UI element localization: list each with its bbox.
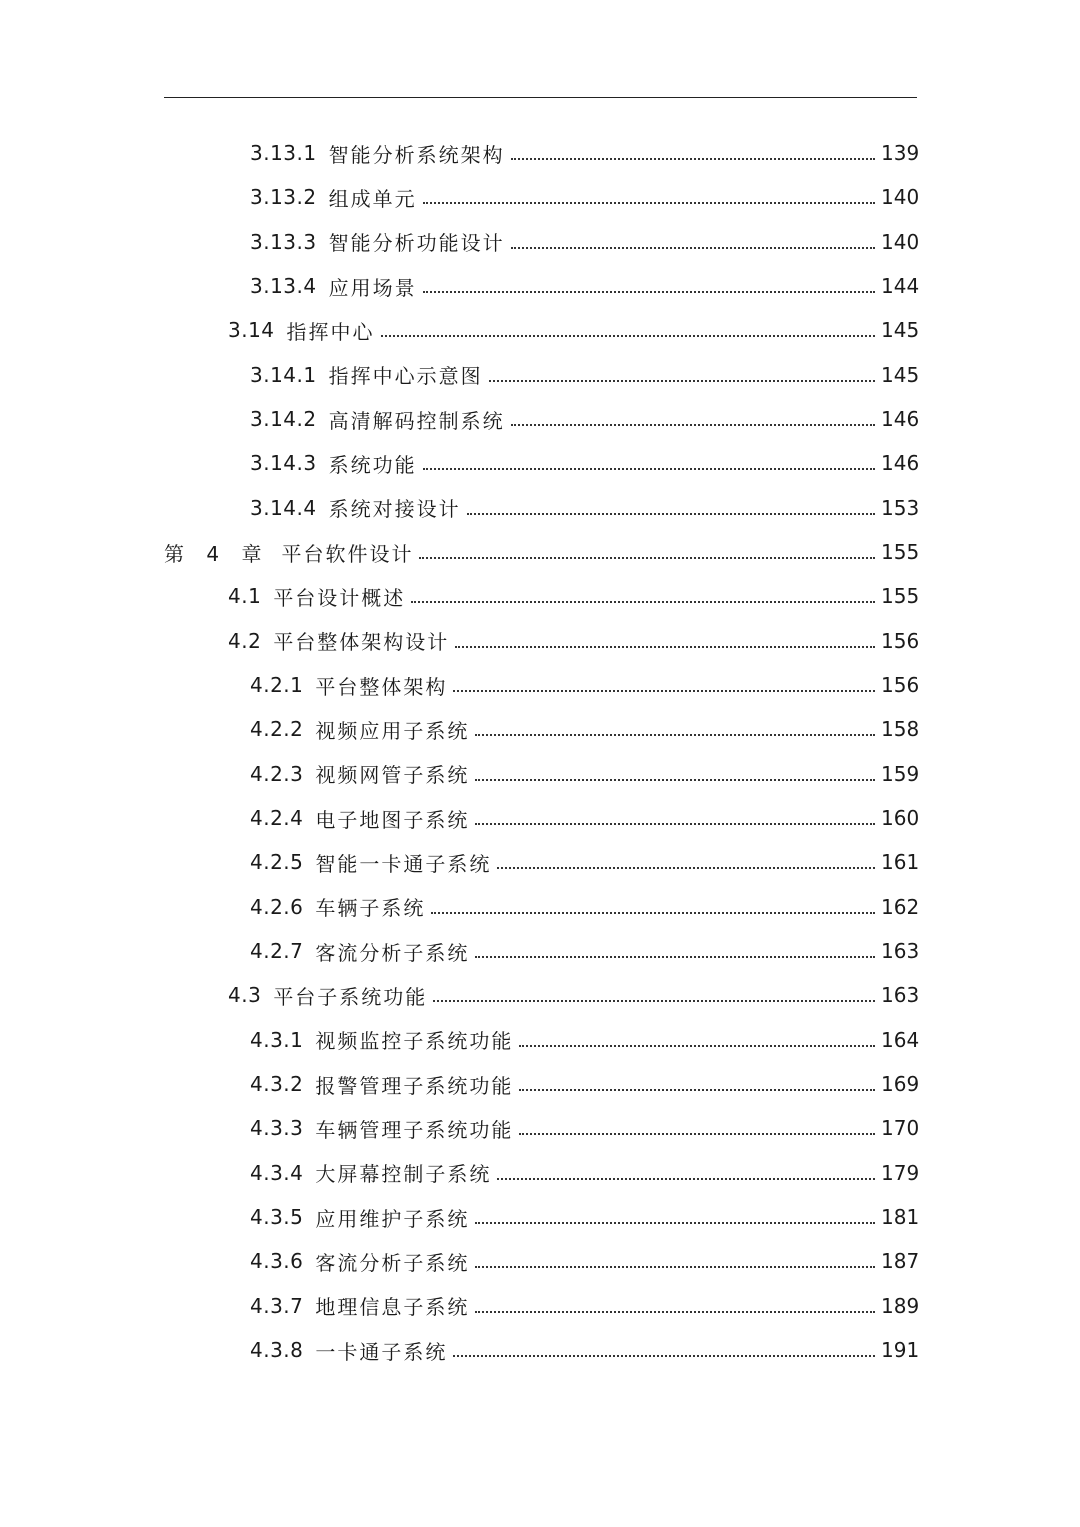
toc-entry[interactable] [0,663,1080,707]
toc-dot-leader [511,158,875,160]
toc-dot-leader [519,1133,875,1135]
toc-entry[interactable] [0,353,1080,397]
toc-entry[interactable] [0,929,1080,973]
toc-dot-leader [475,1266,875,1268]
toc-entry-number: 4.1 [228,584,262,609]
toc-dot-leader [423,202,875,204]
toc-entry[interactable] [0,530,1080,574]
toc-entry-page-number: 162 [881,894,920,919]
toc-entry-number: 3.14.1 [250,362,317,387]
toc-dot-leader [381,335,875,337]
toc-entry[interactable] [0,1106,1080,1150]
toc-entry-page-number: 146 [881,451,920,476]
toc-dot-leader [497,1178,875,1180]
toc-entry-number: 3.14.3 [250,451,317,476]
toc-entry-page-number: 161 [881,850,920,875]
toc-entry-title: 客流分析子系统 [315,1250,470,1275]
toc-entry[interactable] [0,574,1080,618]
toc-entry[interactable] [0,1239,1080,1283]
toc-entry-page-number: 169 [881,1072,920,1097]
toc-entry-number: 4.2.7 [250,939,304,964]
toc-dot-leader [475,1222,875,1224]
toc-dot-leader [431,912,875,914]
toc-entry-title: 视频网管子系统 [315,763,470,788]
toc-entry-title: 视频监控子系统功能 [315,1029,514,1054]
toc-entry[interactable] [0,1062,1080,1106]
toc-entry-number: 3.14.2 [250,407,317,432]
toc-entry-title: 系统对接设计 [328,497,461,522]
toc-entry-number: 3.13.2 [250,185,317,210]
toc-dot-leader [423,468,875,470]
toc-entry-number: 第 4 章 [164,541,270,566]
toc-dot-leader [419,557,875,559]
toc-entry[interactable] [0,397,1080,441]
toc-entry[interactable] [0,1284,1080,1328]
toc-dot-leader [511,247,875,249]
toc-entry-number: 4.2.6 [250,894,304,919]
toc-entry-number: 4.2.2 [250,717,304,742]
toc-dot-leader [511,424,875,426]
toc-entry[interactable] [0,885,1080,929]
toc-entry-title: 平台整体架构 [315,674,448,699]
toc-entry-title: 车辆子系统 [315,896,426,921]
toc-entry-page-number: 156 [881,628,920,653]
toc-entry-number: 4.2 [228,628,262,653]
toc-entry-page-number: 140 [881,229,920,254]
header-rule [164,97,917,98]
toc-entry-number: 4.3.7 [250,1293,304,1318]
toc-entry-number: 3.13.3 [250,229,317,254]
toc-entry-page-number: 153 [881,495,920,520]
toc-entry-title: 平台整体架构设计 [273,630,450,655]
toc-entry[interactable] [0,973,1080,1017]
toc-entry-page-number: 145 [881,318,920,343]
toc-entry-title: 指挥中心示意图 [328,364,483,389]
toc-dot-leader [489,380,875,382]
toc-entry[interactable] [0,1151,1080,1195]
toc-entry-number: 4.3.2 [250,1072,304,1097]
toc-dot-leader [423,291,875,293]
toc-entry[interactable] [0,441,1080,485]
toc-entry-number: 4.2.1 [250,673,304,698]
toc-dot-leader [475,779,875,781]
toc-entry[interactable] [0,131,1080,175]
toc-dot-leader [519,1045,875,1047]
toc-entry-title: 应用维护子系统 [315,1206,470,1231]
toc-entry-title: 一卡通子系统 [315,1339,448,1364]
toc-entry-title: 视频应用子系统 [315,718,470,743]
toc-entry-number: 4.3.1 [250,1027,304,1052]
toc-entry[interactable] [0,1195,1080,1239]
toc-entry[interactable] [0,619,1080,663]
toc-entry-number: 4.3.4 [250,1160,304,1185]
toc-entry-page-number: 155 [881,540,920,565]
toc-entry-title: 系统功能 [328,452,417,477]
toc-entry-number: 3.13.1 [250,141,317,166]
toc-entry-page-number: 181 [881,1205,920,1230]
toc-entry[interactable] [0,175,1080,219]
toc-dot-leader [411,601,875,603]
toc-entry-page-number: 164 [881,1027,920,1052]
toc-entry-page-number: 187 [881,1249,920,1274]
toc-entry-title: 平台软件设计 [281,541,414,566]
toc-entry[interactable] [0,840,1080,884]
toc-entry-page-number: 144 [881,274,920,299]
toc-entry[interactable] [0,486,1080,530]
toc-entry-title: 智能分析系统架构 [328,142,505,167]
toc-dot-leader [475,1311,875,1313]
toc-dot-leader [475,734,875,736]
toc-entry-page-number: 163 [881,983,920,1008]
toc-entry[interactable] [0,707,1080,751]
toc-entry-page-number: 158 [881,717,920,742]
toc-entry-page-number: 140 [881,185,920,210]
toc-dot-leader [453,1355,875,1357]
toc-dot-leader [455,646,875,648]
toc-entry-page-number: 146 [881,407,920,432]
toc-entry-title: 车辆管理子系统功能 [315,1117,514,1142]
toc-entry-title: 平台设计概述 [273,585,406,610]
toc-entry[interactable] [0,752,1080,796]
toc-entry-page-number: 139 [881,141,920,166]
toc-entry-title: 智能一卡通子系统 [315,851,492,876]
toc-entry-page-number: 189 [881,1293,920,1318]
toc-entry-title: 大屏幕控制子系统 [315,1162,492,1187]
toc-entry-number: 4.2.4 [250,806,304,831]
toc-entry-number: 4.2.3 [250,761,304,786]
toc-entry-title: 指挥中心 [286,319,375,344]
toc-dot-leader [497,867,875,869]
toc-entry-page-number: 179 [881,1160,920,1185]
toc-entry-page-number: 159 [881,761,920,786]
toc-entry-number: 4.2.5 [250,850,304,875]
toc-dot-leader [433,1000,875,1002]
toc-dot-leader [467,513,875,515]
toc-entry-number: 3.13.4 [250,274,317,299]
toc-entry[interactable] [0,1018,1080,1062]
toc-entry-number: 4.3 [228,983,262,1008]
toc-entry-title: 地理信息子系统 [315,1295,470,1320]
toc-entry-page-number: 170 [881,1116,920,1141]
toc-entry-page-number: 156 [881,673,920,698]
toc-entry[interactable] [0,1328,1080,1372]
toc-entry-number: 4.3.6 [250,1249,304,1274]
toc-entry-number: 3.14 [228,318,275,343]
toc-entry-page-number: 145 [881,362,920,387]
toc-entry-page-number: 191 [881,1338,920,1363]
toc-entry-title: 平台子系统功能 [273,984,428,1009]
toc-entry-title: 电子地图子系统 [315,807,470,832]
toc-entry-title: 组成单元 [328,186,417,211]
toc-entry-title: 报警管理子系统功能 [315,1073,514,1098]
toc-entry-page-number: 163 [881,939,920,964]
toc-entry[interactable] [0,308,1080,352]
toc-entry-page-number: 160 [881,806,920,831]
toc-dot-leader [475,823,875,825]
toc-entry-number: 4.3.8 [250,1338,304,1363]
toc-dot-leader [475,956,875,958]
toc-entry-title: 智能分析功能设计 [328,231,505,256]
table-of-contents [0,131,1080,1372]
toc-entry[interactable] [0,264,1080,308]
toc-dot-leader [519,1089,875,1091]
toc-entry-page-number: 155 [881,584,920,609]
toc-entry-number: 4.3.5 [250,1205,304,1230]
toc-entry-title: 应用场景 [328,275,417,300]
toc-entry-title: 高清解码控制系统 [328,408,505,433]
toc-dot-leader [453,690,875,692]
toc-entry-title: 客流分析子系统 [315,940,470,965]
toc-entry-number: 4.3.3 [250,1116,304,1141]
toc-entry-number: 3.14.4 [250,495,317,520]
toc-entry[interactable] [0,796,1080,840]
toc-entry[interactable] [0,220,1080,264]
